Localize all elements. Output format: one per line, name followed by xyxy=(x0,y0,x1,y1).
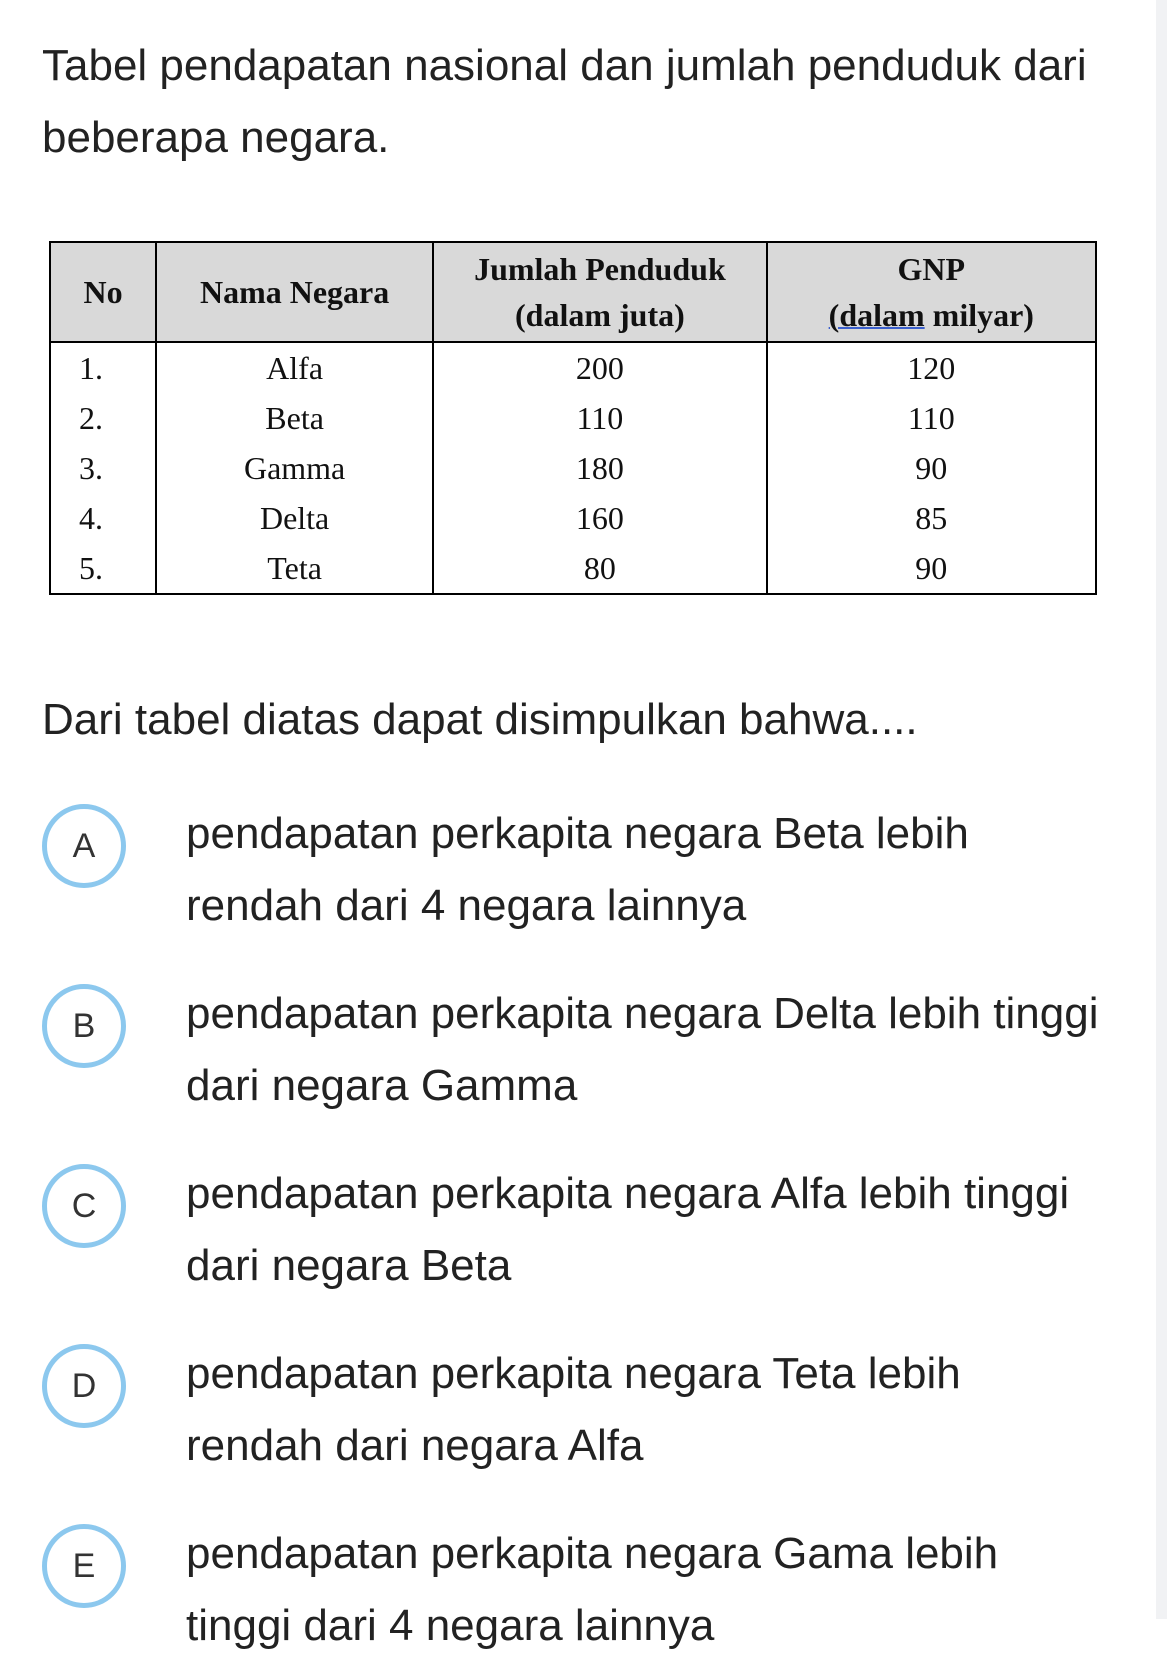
table-row xyxy=(50,342,1096,393)
option-e-text[interactable]: pendapatan perkapita negara Gama lebih tinggi dari 4 negara lainnya xyxy=(186,1529,999,1650)
cell-population: 110 xyxy=(433,393,766,443)
cell-gnp: 90 xyxy=(767,543,1096,594)
header-name: Nama Negara xyxy=(156,242,433,342)
header-gnp-underlined: (dalam xyxy=(828,297,925,333)
question-title: Tabel pendapatan nasional dan jumlah penduduk dari beberapa negara. xyxy=(42,41,1087,162)
data-table xyxy=(49,241,1097,595)
option-d-circle[interactable]: D xyxy=(42,1344,126,1428)
cell-no: 2. xyxy=(50,393,156,443)
question-prompt: Dari tabel diatas dapat disimpulkan bahwa.... xyxy=(42,695,918,744)
right-scroll-edge xyxy=(1156,0,1167,1619)
header-gnp-line2 xyxy=(774,292,1089,338)
cell-gnp: 110 xyxy=(767,393,1096,443)
option-d-text[interactable]: pendapatan perkapita negara Teta lebih rendah dari negara Alfa xyxy=(186,1349,961,1470)
option-e-circle[interactable]: E xyxy=(42,1524,126,1608)
header-gnp-line1: GNP xyxy=(897,251,966,287)
cell-name: Teta xyxy=(156,543,433,594)
table-row xyxy=(50,543,1096,594)
table-row xyxy=(50,393,1096,443)
cell-name: Alfa xyxy=(156,342,433,393)
cell-no: 1. xyxy=(50,342,156,393)
option-a-circle[interactable]: A xyxy=(42,804,126,888)
header-gnp-rest: milyar) xyxy=(924,297,1034,333)
cell-no: 5. xyxy=(50,543,156,594)
header-population-line2: (dalam juta) xyxy=(515,297,685,333)
cell-gnp: 85 xyxy=(767,493,1096,543)
option-b-circle[interactable]: B xyxy=(42,984,126,1068)
header-no: No xyxy=(50,242,156,342)
table-row xyxy=(50,443,1096,493)
header-population-line1: Jumlah Penduduk xyxy=(474,251,726,287)
option-b-text[interactable]: pendapatan perkapita negara Delta lebih tinggi dari negara Gamma xyxy=(186,989,1099,1110)
cell-gnp: 90 xyxy=(767,443,1096,493)
option-a-text[interactable]: pendapatan perkapita negara Beta lebih rendah dari 4 negara lainnya xyxy=(186,809,969,930)
cell-no: 3. xyxy=(50,443,156,493)
header-population xyxy=(433,242,766,342)
cell-name: Beta xyxy=(156,393,433,443)
cell-population: 160 xyxy=(433,493,766,543)
cell-name: Gamma xyxy=(156,443,433,493)
cell-name: Delta xyxy=(156,493,433,543)
table-header-row xyxy=(50,242,1096,342)
option-c-circle[interactable]: C xyxy=(42,1164,126,1248)
header-gnp xyxy=(767,242,1096,342)
cell-no: 4. xyxy=(50,493,156,543)
table-row xyxy=(50,493,1096,543)
option-c-text[interactable]: pendapatan perkapita negara Alfa lebih tinggi dari negara Beta xyxy=(186,1169,1070,1290)
cell-population: 80 xyxy=(433,543,766,594)
cell-population: 200 xyxy=(433,342,766,393)
cell-population: 180 xyxy=(433,443,766,493)
cell-gnp: 120 xyxy=(767,342,1096,393)
